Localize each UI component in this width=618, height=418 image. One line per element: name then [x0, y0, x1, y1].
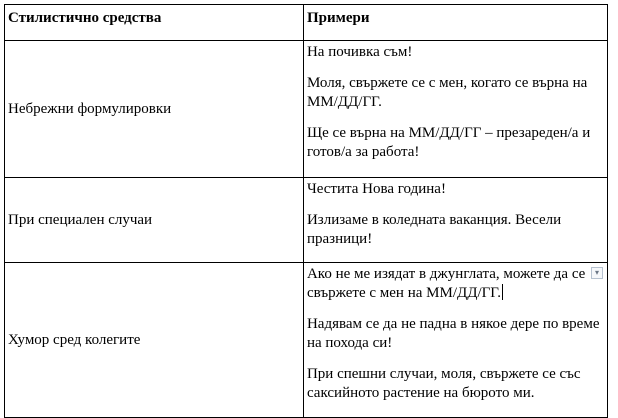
example-text: Излизаме в коледната ваканция. Весели празници!: [306, 212, 562, 247]
table-row: [5, 263, 608, 418]
table-header-row: [5, 5, 608, 41]
examples-cell[interactable]: [303, 41, 607, 178]
example-text: Ще се върна на ММ/ДД/ГГ – презареден/а и готов/а за работа!: [306, 125, 591, 160]
example-text-active[interactable]: [307, 265, 604, 303]
example-text: На почивка съм!: [306, 44, 413, 60]
table-row: [5, 41, 608, 178]
style-cell[interactable]: Хумор сред колегите: [5, 263, 304, 418]
example-text: Моля, свържете се с мен, когато се върна на ММ/ДД/ГГ.: [306, 75, 588, 110]
example-text: Надявам се да не падна в някое дере по време на похода си!: [306, 316, 600, 351]
header-examples[interactable]: Примери: [303, 5, 607, 41]
example-text: Честита Нова година!: [306, 181, 446, 197]
example-text: Ако не ме изядат в джунглата, можете да се свържете с мен на ММ/ДД/ГГ.: [306, 266, 586, 301]
examples-cell[interactable]: [303, 178, 607, 263]
text-caret: [502, 284, 503, 300]
examples-cell[interactable]: [303, 263, 607, 418]
header-style[interactable]: Стилистично средства: [5, 5, 304, 41]
style-cell[interactable]: При специален случаи: [5, 178, 304, 263]
example-text: При спешни случаи, моля, свържете се със саксийното растение на бюрото ми.: [306, 366, 581, 401]
chevron-down-icon[interactable]: ▾: [591, 267, 603, 279]
table-row: [5, 178, 608, 263]
style-cell[interactable]: Небрежни формулировки: [5, 41, 304, 178]
examples-table: [4, 4, 608, 418]
